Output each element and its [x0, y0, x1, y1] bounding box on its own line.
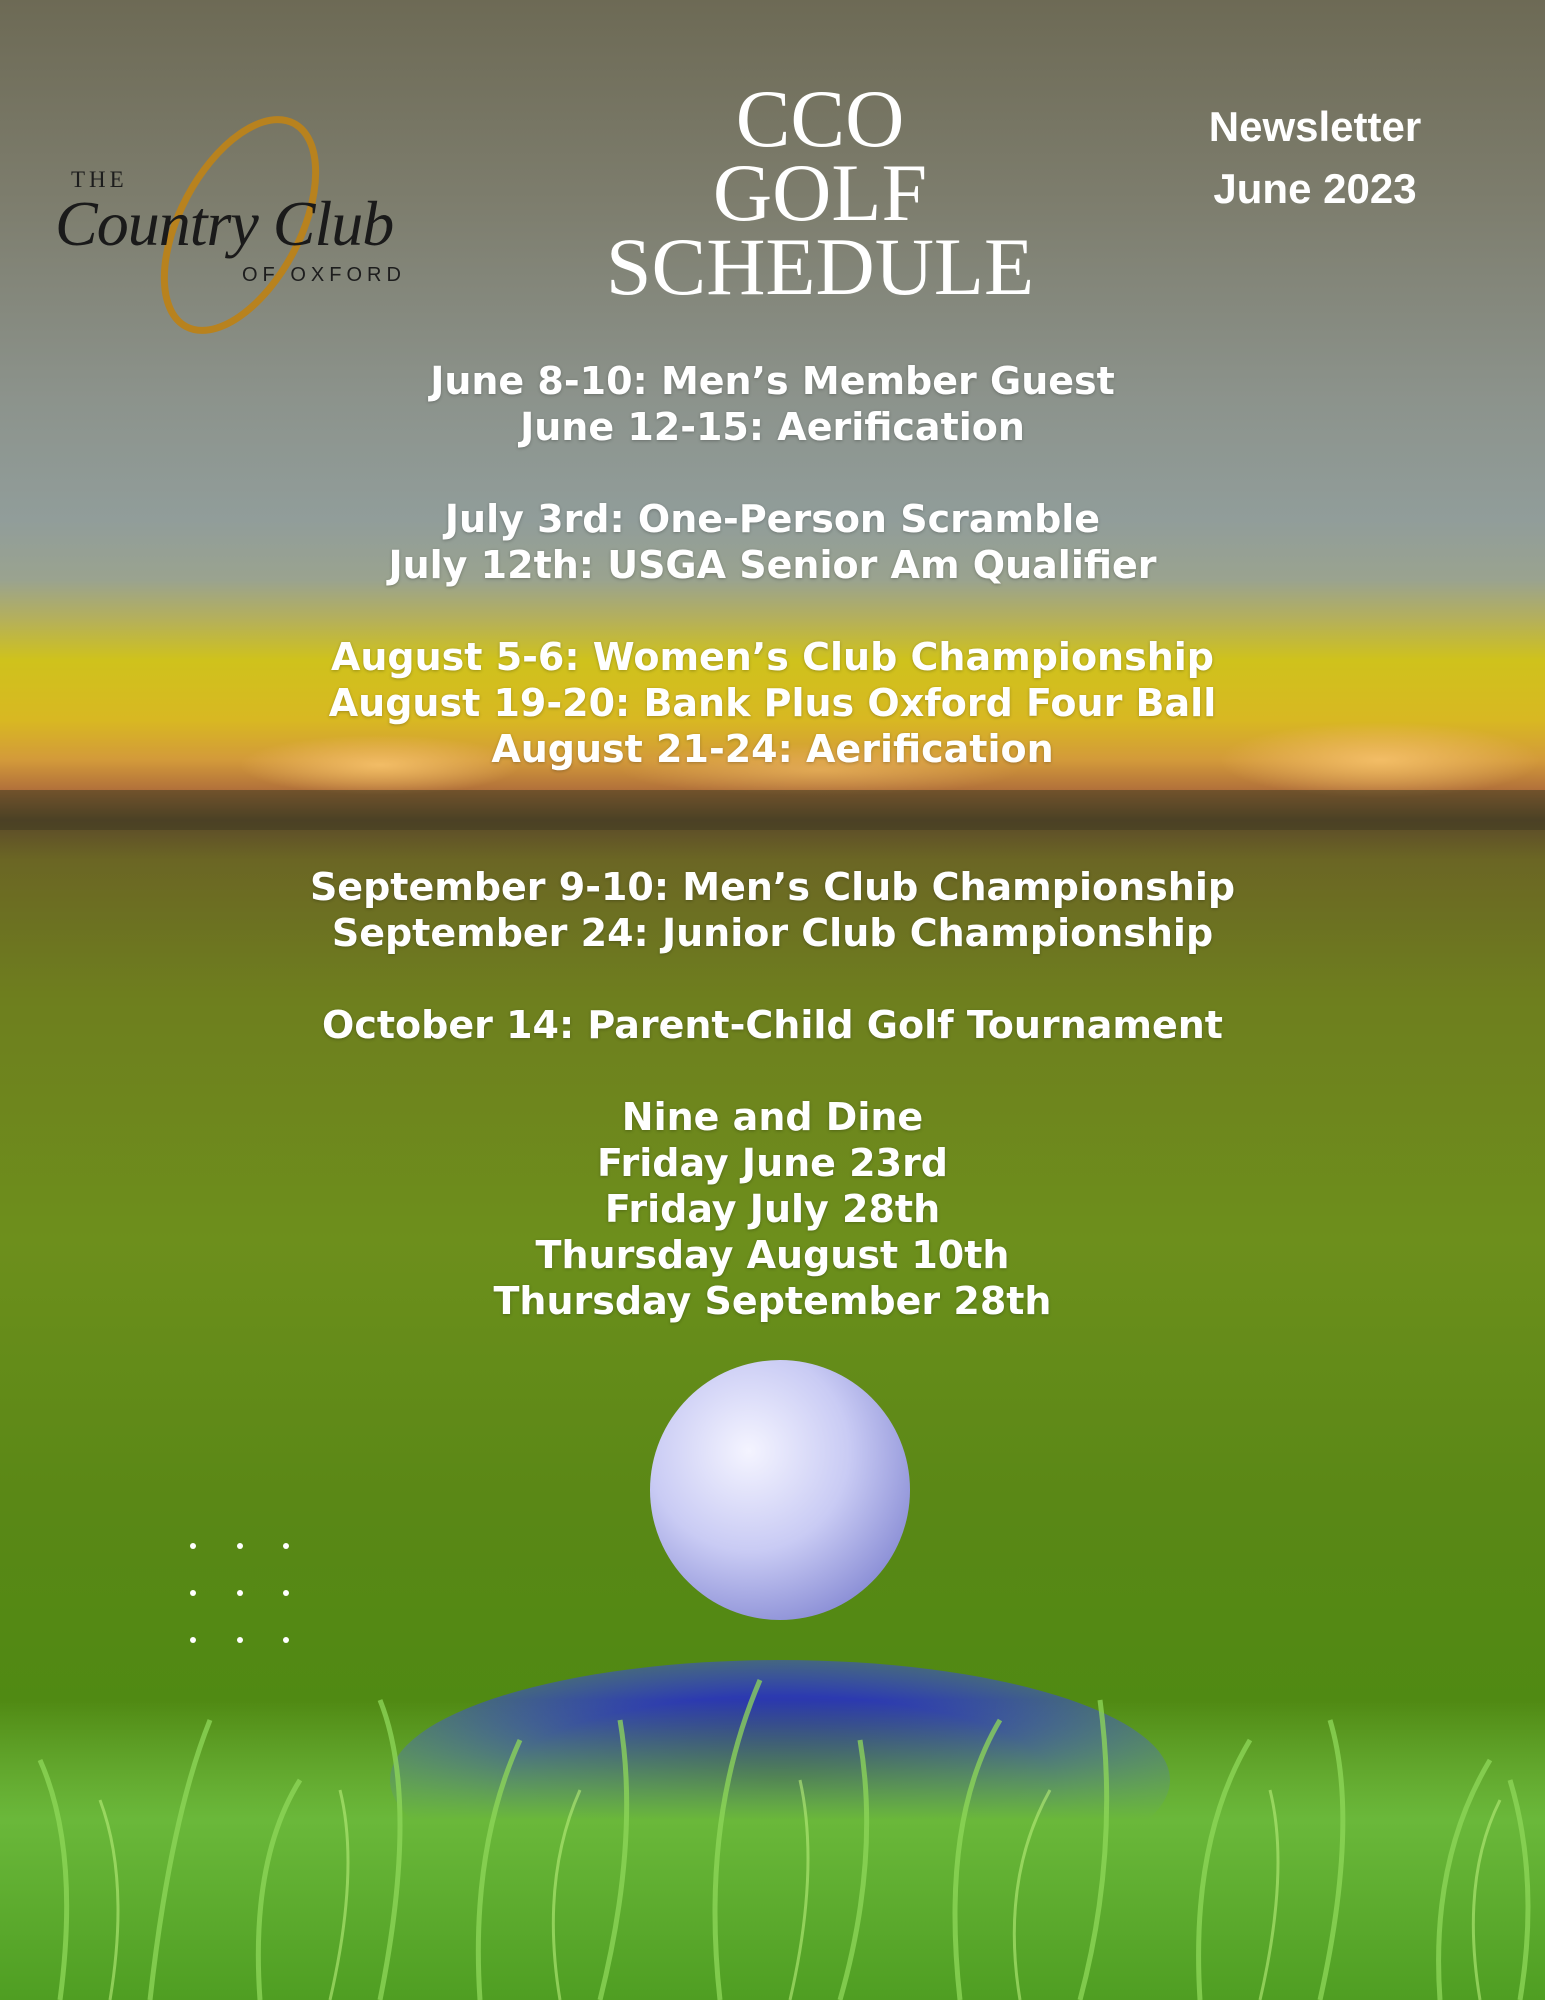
schedule-spacer [0, 450, 1545, 496]
nine-and-dine-heading: Nine and Dine [621, 1095, 924, 1139]
title-line-3: SCHEDULE [605, 221, 1035, 312]
nine-and-dine-date: Friday June 23rd [596, 1141, 949, 1185]
page-title [520, 73, 1120, 312]
golf-schedule [0, 358, 1545, 1324]
schedule-item: October 14: Parent-Child Golf Tournament [322, 1003, 1223, 1047]
schedule-item: July 12th: USGA Senior Am Qualifier [388, 543, 1157, 587]
nine-and-dine-date: Friday July 28th [604, 1187, 941, 1231]
newsletter-date: June 2023 [1213, 165, 1417, 212]
logo-of-oxford-text: OF OXFORD [242, 264, 406, 286]
schedule-item: August 5-6: Women’s Club Championship [330, 635, 1215, 679]
schedule-item: September 9-10: Men’s Club Championship [309, 865, 1236, 909]
logo-the-text: THE [71, 167, 128, 192]
schedule-spacer [0, 956, 1545, 1002]
schedule-item: August 21-24: Aerification [491, 727, 1054, 771]
country-club-logo[interactable] [55, 105, 425, 345]
decorative-dot-grid [185, 1535, 295, 1650]
schedule-item: June 12-15: Aerification [520, 405, 1025, 449]
schedule-item: August 19-20: Bank Plus Oxford Four Ball [328, 681, 1217, 725]
schedule-item: September 24: Junior Club Championship [331, 911, 1214, 955]
logo-name-text: Country Club [55, 188, 394, 259]
schedule-item: June 8-10: Men’s Member Guest [430, 359, 1115, 403]
schedule-spacer [0, 772, 1545, 864]
nine-and-dine-date: Thursday August 10th [535, 1233, 1010, 1277]
title-line-1: CCO [735, 73, 905, 164]
nine-and-dine-date: Thursday September 28th [493, 1279, 1052, 1323]
schedule-item: July 3rd: One-Person Scramble [444, 497, 1101, 541]
schedule-spacer [0, 1048, 1545, 1094]
newsletter-title: Newsletter [1208, 103, 1422, 150]
schedule-spacer [0, 588, 1545, 634]
newsletter-label [1150, 96, 1480, 220]
title-line-2: GOLF [712, 147, 928, 238]
